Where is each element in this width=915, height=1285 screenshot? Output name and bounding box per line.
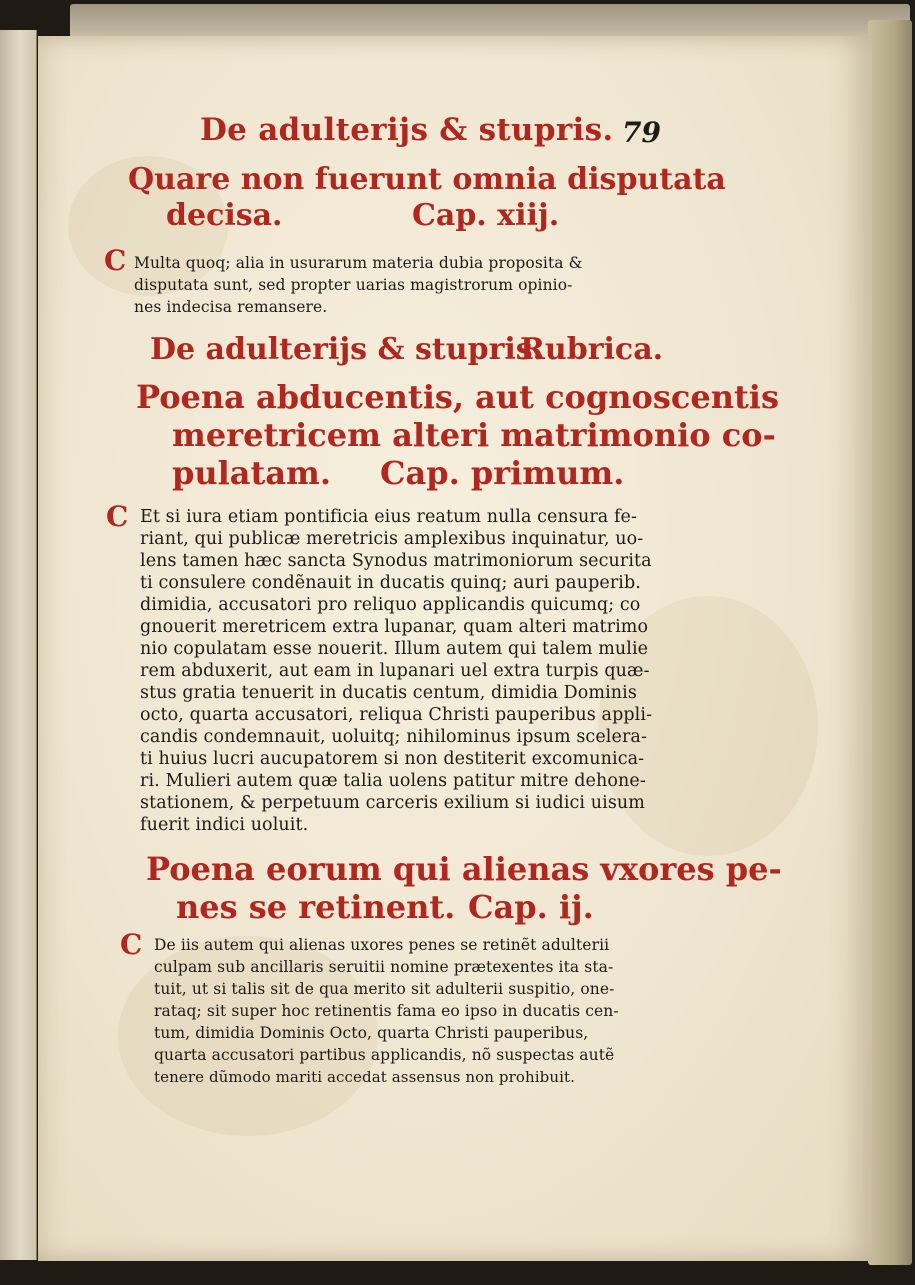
text-line: octo, quarta accusatori, reliqua Christi pauperibus appli- [140,705,653,725]
chapter-1-heading-line2: meretricem alteri matrimonio co- [172,416,776,454]
folio-number: 79 [622,116,661,149]
chapter-xiii-heading-line1: Quare non fuerunt omnia disputata [128,162,726,197]
chapter-1-cap-label: Cap. primum. [380,454,625,492]
chapter-xiii-cap-label: Cap. xiij. [412,198,560,233]
text-line: culpam sub ancillaris seruitii nomine prætexentes ita sta- [154,958,614,976]
running-head: De adulterijs & stupris. [200,112,614,148]
chapter-xiii-heading-line2: decisa. [166,198,283,233]
text-line: ti huius lucri aucupatorem si non destiterit excomunica- [140,749,645,769]
chapter-2-heading-line2: nes se retinent. [176,888,456,926]
book-cover-top [70,4,910,38]
text-line: Et si iura etiam pontificia eius reatum nulla censura fe- [140,507,638,527]
text-line: tuit, ut si talis sit de qua merito sit adulterii suspitio, one- [154,980,615,998]
pilcrow-ch1: C [106,500,129,533]
text-line: stus gratia tenuerit in ducatis centum, dimidia Dominis [140,683,637,703]
rubric-title: De adulterijs & stupris. [150,332,544,367]
text-line: stationem, & perpetuum carceris exilium si iudici uisum [140,793,646,813]
facing-page-edge [0,30,37,1260]
text-line: disputata sunt, sed propter uarias magistrorum opinio- [134,276,573,294]
pilcrow-ch2: C [120,928,143,961]
chapter-1-heading-line1: Poena abducentis, aut cognoscentis [136,378,779,416]
text-line: rem abduxerit, aut eam in lupanari uel extra turpis quæ- [140,661,650,681]
rubric-label: Rubrica. [520,332,664,367]
text-line: Multa quoq; alia in usurarum materia dubia proposita & [134,254,583,272]
text-line: quarta accusatori partibus applicandis, nõ suspectas autẽ [154,1046,615,1064]
text-line: nio copulatam esse nouerit. Illum autem qui talem mulie [140,639,649,659]
chapter-2-heading-line1: Poena eorum qui alienas vxores pe- [146,850,782,888]
text-line: De iis autem qui alienas uxores penes se retinẽt adulterii [154,936,610,954]
book-cover-right [868,20,912,1265]
text-line: dimidia, accusatori pro reliquo applicandis quicumq; co [140,595,641,615]
chapter-2-cap-label: Cap. ij. [468,888,594,926]
chapter-1-heading-line3: pulatam. [172,454,332,492]
text-line: ti consulere condẽnauit in ducatis quinq; auri pauperib. [140,573,641,593]
pilcrow-xiii: C [104,244,127,277]
text-line: tenere dũmodo mariti accedat assensus non prohibuit. [154,1068,576,1086]
text-line: fuerit indici uoluit. [140,815,309,835]
text-line: ri. Mulieri autem quæ talia uolens patitur mitre dehone- [140,771,646,791]
text-line: candis condemnauit, uoluitq; nihilominus ipsum scelera- [140,727,647,747]
text-line: nes indecisa remansere. [134,298,328,316]
text-line: lens tamen hæc sancta Synodus matrimoniorum securita [140,551,652,571]
text-line: rataq; sit super hoc retinentis fama eo ipso in ducatis cen- [154,1002,619,1020]
text-line: tum, dimidia Dominis Octo, quarta Christi pauperibus, [154,1024,589,1042]
text-line: gnouerit meretricem extra lupanar, quam alteri matrimo [140,617,649,637]
text-line: riant, qui publicæ meretricis amplexibus inquinatur, uo- [140,529,644,549]
